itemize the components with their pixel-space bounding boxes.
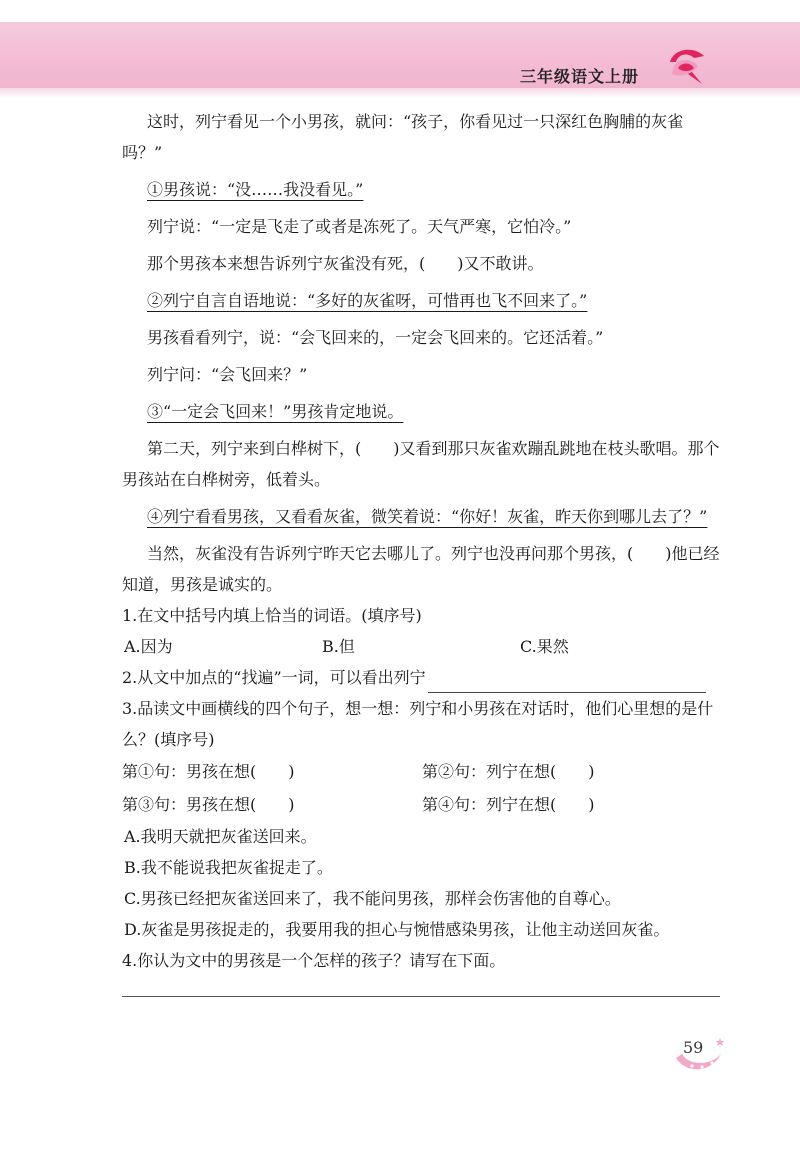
- question-3: 3.品读文中画横线的四个句子，想一想：列宁和小男孩在对话时，他们心里想的是什么？(填序号): [122, 699, 714, 749]
- page-number: 59: [683, 1038, 704, 1057]
- passage-paragraph: 当然，灰雀没有告诉列宁昨天它去哪儿了。列宁也没再问那个男孩，( )他已经知道，男孩是诚实的。: [122, 544, 720, 594]
- slot-sentence-2: 第②句：列宁在想( ): [422, 762, 595, 781]
- question-1-options: [122, 631, 722, 662]
- passage-paragraph: 列宁说：“一定是飞走了或者是冻死了。天气严寒，它怕冷。”: [147, 217, 572, 236]
- q3-option-c: C.男孩已经把灰雀送回来了，我不能问男孩，那样会伤害他的自尊心。: [124, 889, 621, 908]
- slot-sentence-4: 第④句：列宁在想( ): [422, 795, 595, 814]
- underlined-sentence-2: ②列宁自言自语地说：“多好的灰雀呀，可惜再也飞不回来了。”: [147, 291, 588, 310]
- passage-paragraph: 那个男孩本来想告诉列宁灰雀没有死，( )又不敢讲。: [147, 254, 544, 273]
- underlined-sentence-1: ①男孩说：“没……我没看见。”: [147, 180, 364, 199]
- question-1: 1.在文中括号内填上恰当的词语。(填序号): [122, 606, 422, 625]
- option-b: B.但: [322, 637, 355, 656]
- worksheet-content: [122, 106, 722, 976]
- underlined-sentence-4: ④列宁看看男孩，又看看灰雀，微笑着说：“你好！灰雀，昨天你到哪儿去了？”: [147, 507, 708, 526]
- question-3-row-1: [122, 755, 722, 788]
- passage-paragraph: 第二天，列宁来到白桦树下，( )又看到那只灰雀欢蹦乱跳地在枝头歌唱。那个男孩站在白桦树旁，低着头。: [122, 439, 720, 489]
- option-a: A.因为: [124, 637, 173, 656]
- q3-option-b: B.我不能说我把灰雀捉走了。: [124, 858, 333, 877]
- question-4: 4.你认为文中的男孩是一个怎样的孩子？请写在下面。: [122, 951, 506, 970]
- q3-option-a: A.我明天就把灰雀送回来。: [124, 827, 317, 846]
- slot-sentence-3: 第③句：男孩在想( ): [122, 795, 295, 814]
- passage-paragraph: 列宁问：“会飞回来？”: [147, 365, 308, 384]
- slot-sentence-1: 第①句：男孩在想( ): [122, 762, 295, 781]
- question-3-row-2: [122, 788, 722, 821]
- option-c: C.果然: [520, 637, 569, 656]
- answer-line[interactable]: [122, 996, 720, 997]
- q3-option-d: D.灰雀是男孩捉走的，我要用我的担心与惋惜感染男孩，让他主动送回灰雀。: [124, 920, 670, 939]
- question-2: 2.从文中加点的“找遍”一词，可以看出列宁: [122, 662, 722, 693]
- passage-paragraph: 这时，列宁看见一个小男孩，就问：“孩子，你看见过一只深红色胸脯的灰雀吗？”: [122, 112, 684, 162]
- book-title: 三年级语文上册: [520, 67, 640, 86]
- answer-blank[interactable]: [428, 674, 706, 693]
- underlined-sentence-3: ③“一定会飞回来！”男孩肯定地说。: [147, 402, 404, 421]
- publisher-logo-icon: [664, 44, 708, 88]
- passage-paragraph: 男孩看看列宁，说：“会飞回来的，一定会飞回来的。它还活着。”: [147, 328, 604, 347]
